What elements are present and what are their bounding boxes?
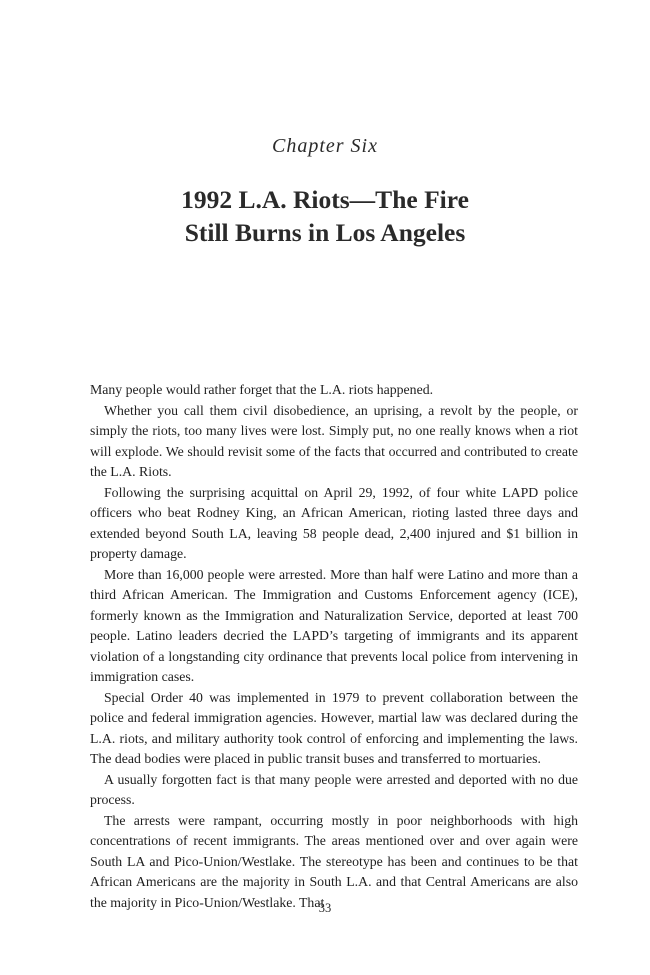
paragraph: Following the surprising acquittal on April 29, 1992, of four white LAPD police officers who beat Rodney King, an African American, rioting lasted three days and extended beyond South LA, leaving 58 people dead, 2,400 injured and $1 billion in property damage. <box>90 484 578 561</box>
paragraph: More than 16,000 people were arrested. More than half were Latino and more than a third African American. The Immigration and Customs Enforcement agency (ICE), formerly known as the Immigration and Naturalization Service, deported at least 700 people. Latino leaders decried the LAPD’s targeting of immigrants and its apparent violation of a longstanding city ordinance that prevents local police from intervening in immigration cases. <box>90 566 578 684</box>
chapter-label: Chapter Six <box>272 135 378 157</box>
paragraph: The arrests were rampant, occurring mostly in poor neighborhoods with high concentrations of recent immigrants. The areas mentioned over and over again were South LA and Pico-Union/Westlake. The stereotype has been and continues to be that African Americans are the majority in South L.A. and that Central Americans are also the majority in Pico-Union/Westlake. That <box>90 812 578 910</box>
chapter-title-line-2: Still Burns in Los Angeles <box>184 218 466 247</box>
page-number: 33 <box>318 901 332 915</box>
paragraph: Many people would rather forget that the L.A. riots happened. <box>90 382 434 397</box>
paragraph: Special Order 40 was implemented in 1979 to prevent collaboration between the police and federal immigration agencies. However, martial law was declared during the L.A. riots, and military authority took control of enforcing and implementing the laws. The dead bodies were placed in public transit buses and transferred to mortuaries. <box>90 689 578 766</box>
paragraph: A usually forgotten fact is that many people were arrested and deported with no due process. <box>90 771 578 807</box>
chapter-title-line-1: 1992 L.A. Riots—The Fire <box>181 185 469 214</box>
body-text <box>90 380 578 913</box>
paragraph: Whether you call them civil disobedience, an uprising, a revolt by the people, or simply the riots, too many lives were lost. Simply put, no one really knows when a riot will explode. We should revisit some of the facts that occurred and contributed to create the L.A. Riots. <box>90 402 578 479</box>
chapter-title <box>0 183 650 249</box>
